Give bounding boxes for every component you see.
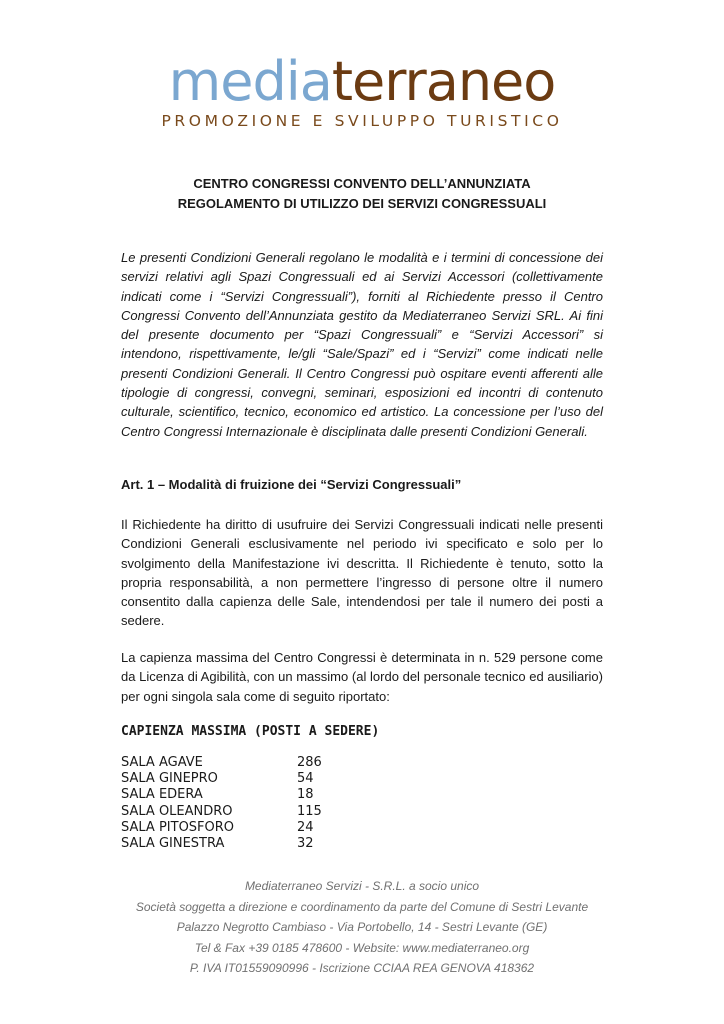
article-1-paragraph-1: Il Richiedente ha diritto di usufruire dei Servizi Congressuali indicati nelle presenti Condizioni Generali esclusivamente nel periodo ivi specificato e solo per lo svolgimento della Manifestazione ivi descritta. Il Richiedente è tenuto, sotto la propria responsabilità, a non permettere l’ingresso di persone oltre il numero consentito dalla capienza delle Sale, intendendosi per tale il numero dei posti a sedere. [121, 517, 603, 629]
capacity-row [121, 771, 322, 787]
room-name: SALA PITOSFORO [121, 819, 235, 835]
logo-tagline: PROMOZIONE E SVILUPPO TURISTICO [161, 112, 563, 130]
footer [0, 876, 724, 979]
room-seats: 18 [297, 787, 314, 803]
company-logo [0, 52, 724, 130]
title-line-1: CENTRO CONGRESSI CONVENTO DELL’ANNUNZIATA [193, 176, 531, 191]
footer-address: Palazzo Negrotto Cambiaso - Via Portobello, 14 - Sestri Levante (GE) [176, 920, 548, 934]
title-line-2: REGOLAMENTO DI UTILIZZO DEI SERVIZI CONGRESSUALI [177, 196, 547, 211]
capacity-row [121, 804, 322, 820]
capacity-table [121, 755, 322, 852]
footer-governance: Società soggetta a direzione e coordinamento da parte del Comune di Sestri Levante [135, 899, 589, 914]
logo-word-media: media [168, 50, 332, 113]
capacity-row [121, 787, 322, 803]
capacity-title: CAPIENZA MASSIMA (POSTI A SEDERE) [121, 724, 380, 739]
room-seats: 286 [297, 755, 322, 770]
document-title [0, 174, 724, 214]
logo-wordmark [0, 52, 724, 112]
footer-vat: P. IVA IT01559090996 - Iscrizione CCIAA REA GENOVA 418362 [189, 961, 535, 975]
room-name: SALA GINEPRO [121, 771, 218, 787]
room-name: SALA EDERA [121, 787, 203, 803]
footer-contacts: Tel & Fax +39 0185 478600 - Website: www.mediaterraneo.org [194, 940, 530, 955]
article-1-title: Art. 1 – Modalità di fruizione dei “Servizi Congressuali” [121, 477, 462, 492]
room-seats: 24 [297, 819, 314, 835]
logo-word-terraneo: terraneo [331, 50, 556, 113]
capacity-row [121, 755, 322, 771]
room-seats: 54 [297, 771, 314, 787]
intro-paragraph: Le presenti Condizioni Generali regolano le modalità e i termini di concessione dei servizi relativi agli Spazi Congressuali ed ai Servizi Accessori (collettivamente indicati come i “Servizi Congressuali”), forniti al Richiedente presso il Centro Congressi Convento dell’Annunziata gestito da Mediaterraneo Servizi SRL. Ai fini del presente documento per “Spazi Congressuali” e “Servizi Accessori” si intendono, rispettivamente, le/gli “Sale/Spazi” ed i “Servizi” come indicati nelle presenti Condizioni Generali. Il Centro Congressi può ospitare eventi afferenti alle tipologie di congressi, convegni, seminari, esposizioni ed incontri di contenuto culturale, scientifico, tecnico, economico ed artistico. La concessione per l’uso del Centro Congressi Internazionale è disciplinata dalle presenti Condizioni Generali. [121, 250, 603, 439]
room-name: SALA GINESTRA [121, 836, 225, 852]
room-seats: 115 [297, 803, 322, 819]
room-name: SALA AGAVE [121, 755, 203, 770]
footer-company: Mediaterraneo Servizi - S.R.L. a socio unico [244, 879, 480, 893]
capacity-row [121, 836, 322, 852]
capacity-row [121, 820, 322, 836]
room-seats: 32 [297, 836, 314, 852]
room-name: SALA OLEANDRO [121, 803, 233, 819]
article-1-paragraph-2: La capienza massima del Centro Congressi è determinata in n. 529 persone come da Licenza di Agibilità, con un massimo (al lordo del personale tecnico ed ausiliario) per ogni singola sala come di seguito riportato: [121, 650, 603, 704]
